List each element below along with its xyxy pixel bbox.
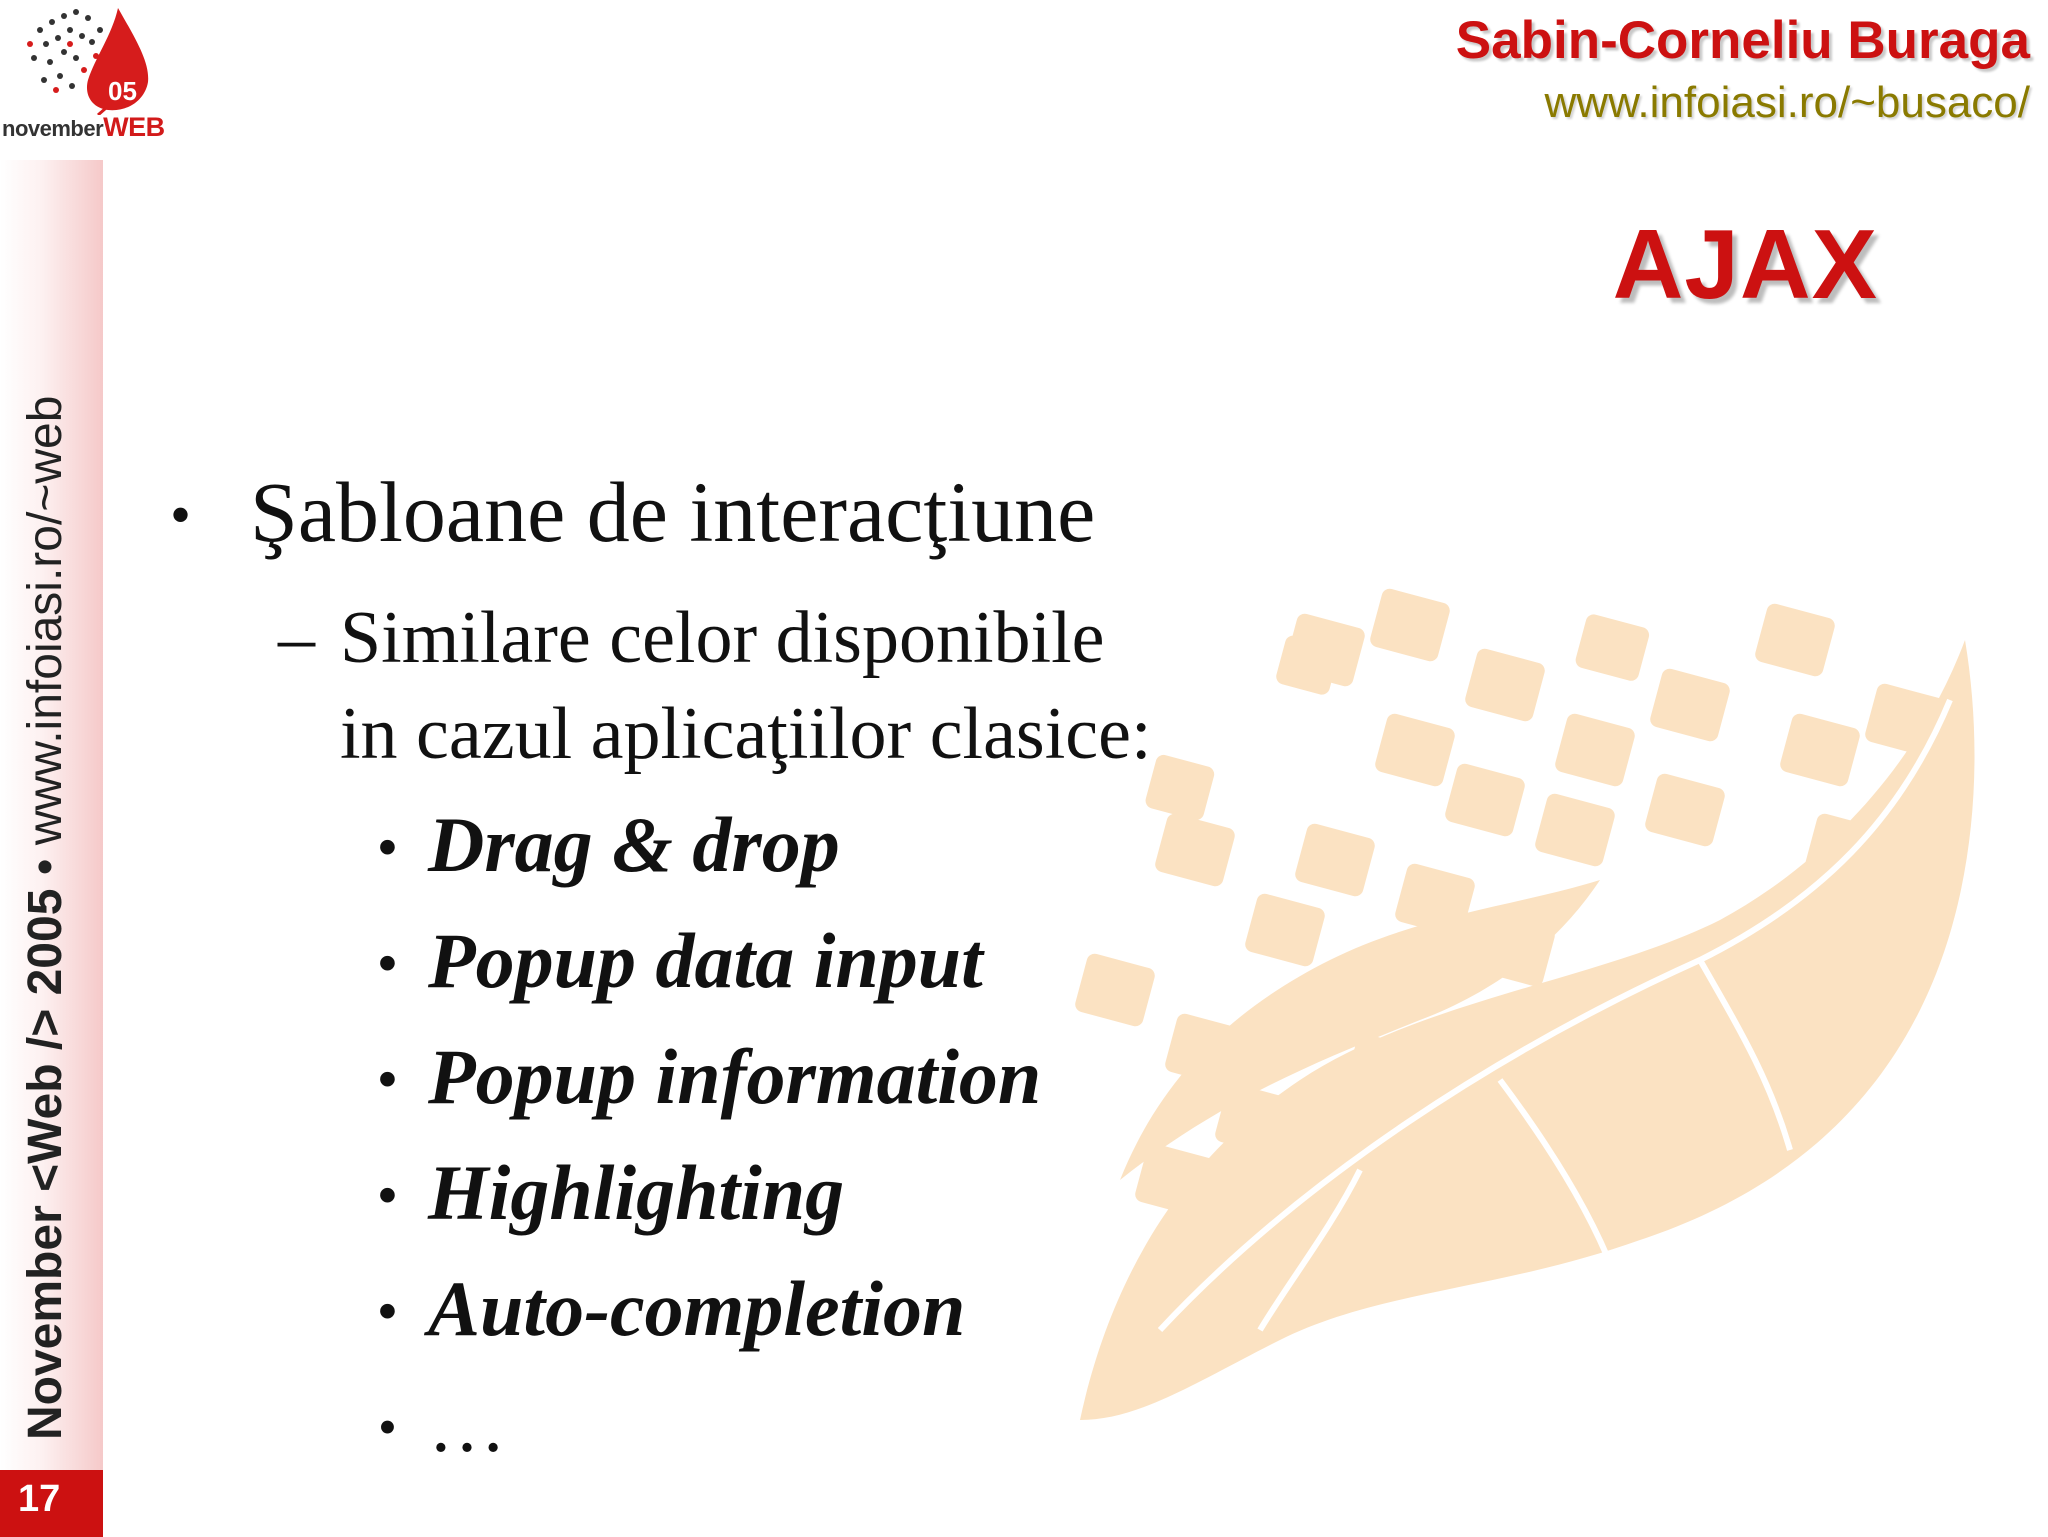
list-item-text: Drag & drop [428, 801, 840, 888]
sub-bullet-line-1: Similare celor disponibile [340, 597, 1105, 679]
list-item [378, 1032, 1041, 1122]
bullet-marker: • [170, 481, 192, 548]
list-item-text: … [428, 1381, 506, 1468]
list-item-marker: • [378, 933, 397, 994]
list-item-text: Highlighting [428, 1149, 845, 1236]
sub-bullet [278, 590, 1152, 782]
sidebar-event: November <Web /> 2005 [19, 888, 72, 1440]
page-number: 17 [18, 1478, 61, 1520]
main-bullet-text: Şabloane de interacţiune [250, 464, 1096, 560]
main-bullet [170, 462, 1095, 562]
list-item [378, 1264, 965, 1354]
list-item-marker: • [378, 1281, 397, 1342]
sidebar-url: www.infoiasi.ro/~web [19, 395, 72, 846]
sub-bullet-line-2: in cazul aplicaţiilor clasice: [340, 693, 1152, 775]
author-website: www.infoiasi.ro/~busaco/ [1544, 78, 2030, 127]
list-item [378, 1380, 506, 1470]
list-item-marker: • [378, 1049, 397, 1110]
list-item-text: Auto-completion [428, 1265, 966, 1352]
list-item-marker: • [378, 1165, 397, 1226]
svg-text:05: 05 [108, 76, 137, 106]
sidebar-separator: • [19, 845, 72, 889]
list-item [378, 916, 983, 1006]
list-item-text: Popup information [428, 1033, 1042, 1120]
list-item-text: Popup data input [428, 917, 983, 1004]
sub-bullet-marker: – [278, 597, 315, 679]
logo-wordmark: novemberWEB [2, 112, 165, 142]
list-item [378, 1148, 844, 1238]
list-item [378, 800, 840, 890]
leaf-logo-icon [0, 0, 175, 115]
slide-title: AJAX [1612, 209, 1878, 319]
sidebar-caption [18, 396, 73, 1440]
list-item-marker: • [378, 1397, 397, 1458]
november-web-logo [0, 0, 175, 150]
author-name: Sabin-Corneliu Buraga [1455, 11, 2030, 70]
list-item-marker: • [378, 817, 397, 878]
